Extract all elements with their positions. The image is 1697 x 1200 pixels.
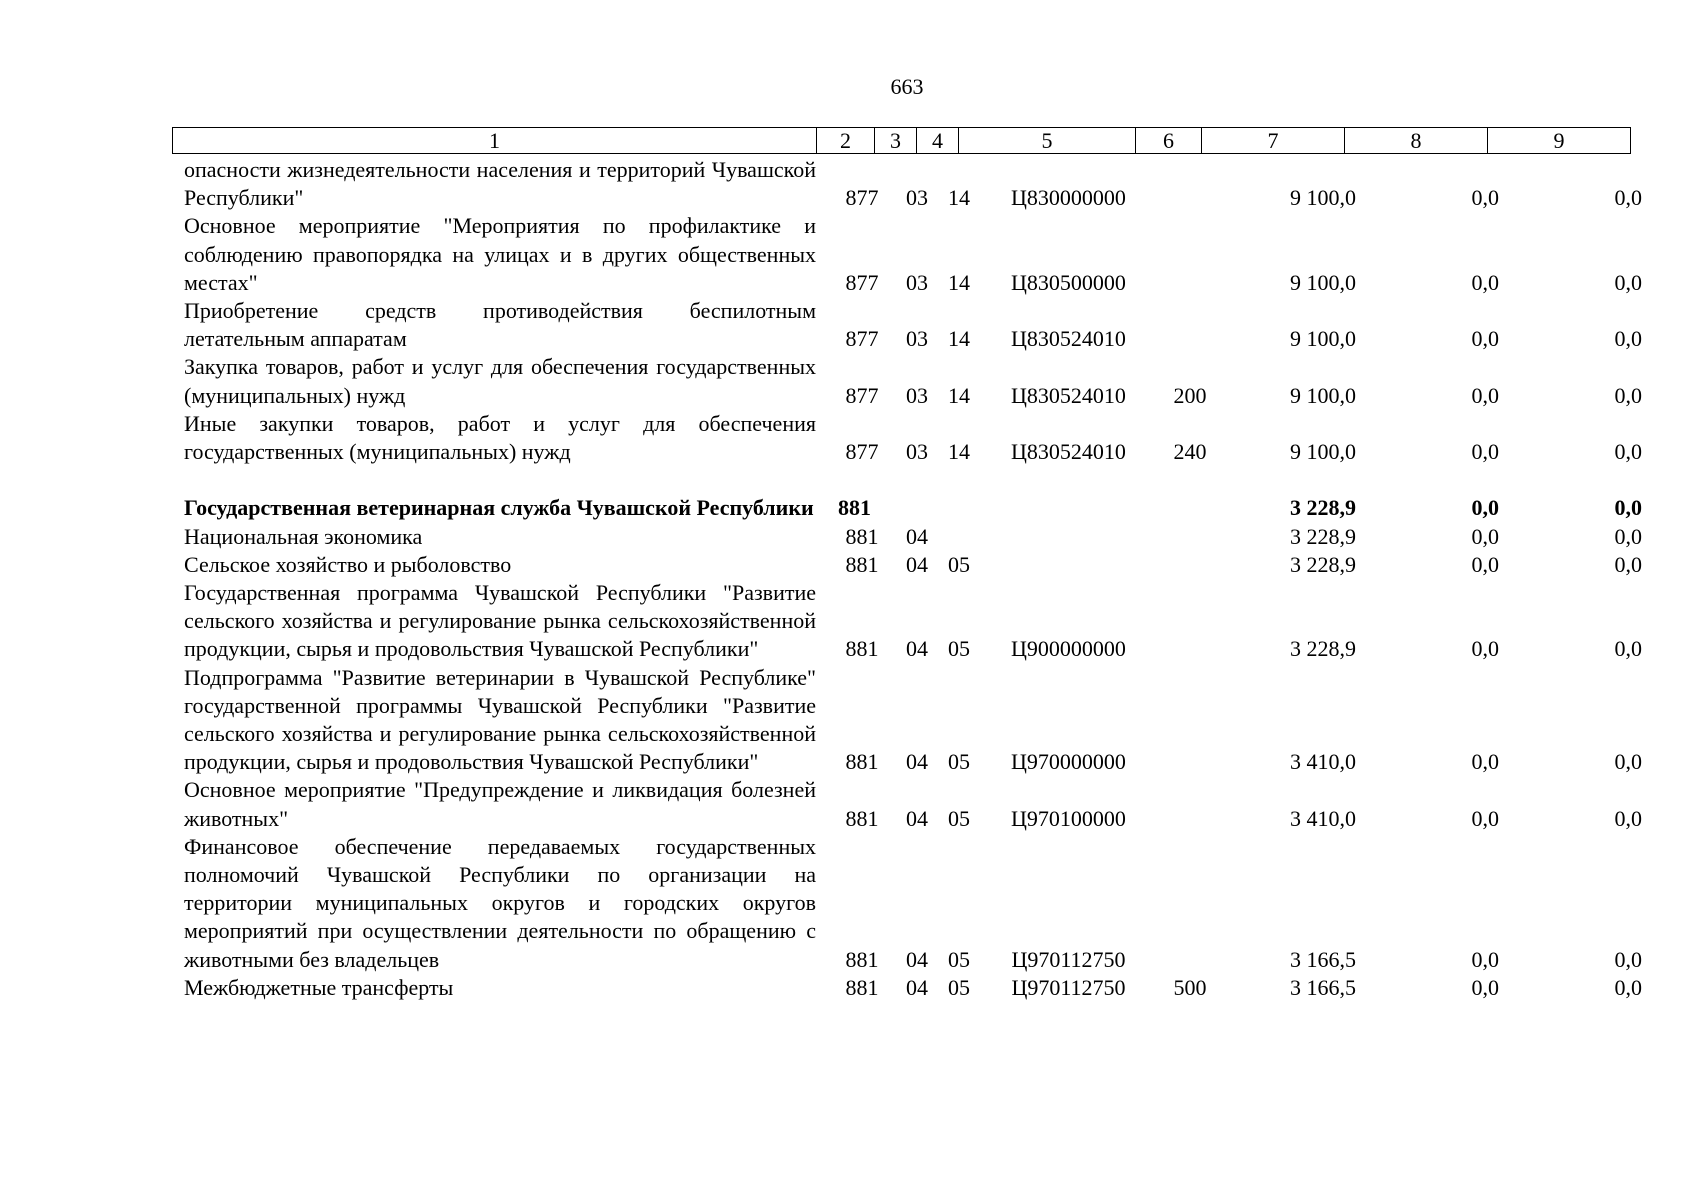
row-target-article: Ц970000000 [1011,749,1126,775]
row-subsection-code: 05 [948,551,970,577]
row-description: Национальная экономика [184,523,423,549]
row-expense-type: 500 [1173,974,1207,1000]
row-description: Финансовое обеспечение передаваемых государственных полномочий Чувашской Республики по организации на территории муниципальных округов и городских округов мероприятий при осуществлении деятельности по обращению с животными без владельцев [184,833,816,972]
row-amount-2: 0,0 [1471,749,1499,775]
row-amount: 3 410,0 [1290,749,1356,775]
table-row [172,664,1652,777]
column-header-2: 2 [817,128,875,154]
row-description: Закупка товаров, работ и услуг для обеспечения государственных (муниципальных) нужд [184,354,816,408]
column-header-row [173,128,1631,154]
row-amount-3: 0,0 [1614,636,1642,662]
row-section-code: 04 [906,805,928,831]
row-expense-type [1157,212,1223,297]
column-header-4: 4 [917,128,959,154]
table-row [172,833,1652,974]
row-ministry-code: 881 [845,974,879,1000]
row-ministry-code: 877 [845,185,879,211]
row-section-code: 03 [906,326,928,352]
row-ministry-code: 881 [845,946,879,972]
column-header-table [172,127,1631,154]
row-description: Иные закупки товаров, работ и услуг для обеспечения государственных (муниципальных) нужд [184,410,816,465]
row-subsection-code [938,523,980,551]
row-subsection-code: 14 [948,439,970,465]
row-section-code: 03 [906,382,928,408]
row-description: Приобретение средств противодействия беспилотным летательным аппаратам [184,298,816,352]
row-section-code: 04 [906,523,928,549]
row-description: Сельское хозяйство и рыболовство [184,551,512,577]
row-amount: 3 228,9 [1290,523,1356,549]
row-target-article: Ц900000000 [1011,636,1126,662]
row-amount: 3 166,5 [1290,946,1356,972]
row-section-code: 03 [906,269,928,295]
row-description: Государственная программа Чувашской Республики "Развитие сельского хозяйства и регулирование рынка сельскохозяйственной продукции, сырья и продовольствия Чувашской Республики" [184,580,816,662]
column-header-5: 5 [959,128,1136,154]
row-amount: 9 100,0 [1290,382,1356,408]
row-section-code: 04 [906,636,928,662]
column-header-1: 1 [173,128,817,154]
table-row [172,297,1652,353]
row-amount-3: 0,0 [1614,439,1642,465]
column-header-8: 8 [1345,128,1488,154]
row-ministry-code: 881 [838,495,871,521]
row-amount: 9 100,0 [1290,439,1356,465]
row-target-article [980,494,1157,522]
row-amount-3: 0,0 [1614,805,1642,831]
row-subsection-code: 05 [948,749,970,775]
row-section-code: 03 [906,439,928,465]
row-description: опасности жизнедеятельности населения и территорий Чувашской Республики" [184,157,816,211]
row-amount-2: 0,0 [1471,439,1499,465]
row-ministry-code: 881 [845,523,879,549]
row-subsection-code: 14 [948,185,970,211]
row-subsection-code: 05 [948,946,970,972]
row-amount-3: 0,0 [1614,495,1642,521]
row-amount-3: 0,0 [1614,326,1642,352]
page-number: 663 [890,74,924,99]
row-amount: 3 228,9 [1290,495,1356,521]
row-amount-2: 0,0 [1471,269,1499,295]
table-row [172,353,1652,409]
budget-table [172,156,1652,1002]
row-amount-2: 0,0 [1471,495,1499,521]
row-amount: 9 100,0 [1290,269,1356,295]
row-target-article: Ц970112750 [1011,946,1126,972]
row-amount: 3 410,0 [1290,805,1356,831]
table-row [172,579,1652,664]
row-amount-3: 0,0 [1614,974,1642,1000]
row-amount-2: 0,0 [1471,636,1499,662]
row-description: Межбюджетные трансферты [184,974,454,1000]
row-section-code: 04 [906,749,928,775]
row-target-article [980,551,1157,579]
row-section-code: 04 [906,551,928,577]
row-expense-type [1157,664,1223,777]
row-section-code: 03 [906,185,928,211]
table-row-bold [172,494,1652,522]
spacer-cell [172,466,1652,494]
row-expense-type [1157,551,1223,579]
row-expense-type [1157,579,1223,664]
row-subsection-code: 14 [948,269,970,295]
row-description: Основное мероприятие "Предупреждение и ликвидация болезней животных" [184,777,816,831]
row-amount: 9 100,0 [1290,185,1356,211]
table-row [172,551,1652,579]
row-amount-3: 0,0 [1614,382,1642,408]
column-header-6: 6 [1136,128,1202,154]
table-row [172,410,1652,466]
row-amount-2: 0,0 [1471,326,1499,352]
row-ministry-code: 881 [845,551,879,577]
row-expense-type [1157,523,1223,551]
row-description: Подпрограмма "Развитие ветеринарии в Чувашской Республике" государственной программы Чувашской Республики "Развитие сельского хозяйства и регулирование рынка сельскохозяйственной продукции, сырья и продовольствия Чувашской Республики" [184,664,816,775]
table-row [172,156,1652,212]
row-target-article: Ц830524010 [1011,382,1126,408]
row-ministry-code: 881 [845,805,879,831]
row-description: Государственная ветеринарная служба Чувашской Республики [184,495,814,521]
row-amount: 3 228,9 [1290,551,1356,577]
row-ministry-code: 881 [845,749,879,775]
row-subsection-code [938,494,980,522]
row-amount: 3 228,9 [1290,636,1356,662]
row-section-code: 04 [906,946,928,972]
row-target-article: Ц830500000 [1011,269,1126,295]
row-amount-2: 0,0 [1471,551,1499,577]
row-subsection-code: 05 [948,805,970,831]
row-expense-type [1157,833,1223,974]
spacer-row [172,466,1652,494]
row-target-article: Ц970100000 [1011,805,1126,831]
row-amount-2: 0,0 [1471,974,1499,1000]
row-expense-type: 200 [1173,382,1207,408]
column-header-7: 7 [1202,128,1345,154]
row-target-article: Ц830000000 [1011,185,1126,211]
row-amount-2: 0,0 [1471,946,1499,972]
row-description: Основное мероприятие "Мероприятия по профилактике и соблюдению правопорядка на улицах и в других общественных местах" [184,213,816,295]
row-ministry-code: 881 [845,636,879,662]
row-target-article: Ц830524010 [1011,439,1126,465]
row-ministry-code: 877 [845,269,879,295]
row-amount-3: 0,0 [1614,523,1642,549]
row-expense-type [1157,156,1223,212]
row-section-code [896,494,938,522]
table-row [172,212,1652,297]
row-expense-type [1157,494,1223,522]
row-target-article: Ц970112750 [1011,974,1126,1000]
row-target-article [980,523,1157,551]
row-ministry-code: 877 [845,326,879,352]
row-amount: 9 100,0 [1290,326,1356,352]
row-amount-3: 0,0 [1614,551,1642,577]
row-amount-3: 0,0 [1614,269,1642,295]
column-header-3: 3 [875,128,917,154]
table-row [172,974,1652,1002]
row-subsection-code: 14 [948,382,970,408]
row-expense-type [1157,776,1223,832]
row-amount-3: 0,0 [1614,185,1642,211]
row-amount-2: 0,0 [1471,382,1499,408]
row-amount-2: 0,0 [1471,523,1499,549]
row-amount-3: 0,0 [1614,749,1642,775]
row-amount: 3 166,5 [1290,974,1356,1000]
column-header-9: 9 [1488,128,1631,154]
row-target-article: Ц830524010 [1011,326,1126,352]
table-row [172,523,1652,551]
table-row [172,776,1652,832]
row-subsection-code: 05 [948,636,970,662]
row-amount-2: 0,0 [1471,805,1499,831]
row-expense-type: 240 [1173,439,1207,465]
row-amount-2: 0,0 [1471,185,1499,211]
row-amount-3: 0,0 [1614,946,1642,972]
row-subsection-code: 05 [948,974,970,1000]
row-subsection-code: 14 [948,326,970,352]
row-expense-type [1157,297,1223,353]
row-section-code: 04 [906,974,928,1000]
row-ministry-code: 877 [845,439,879,465]
row-ministry-code: 877 [845,382,879,408]
